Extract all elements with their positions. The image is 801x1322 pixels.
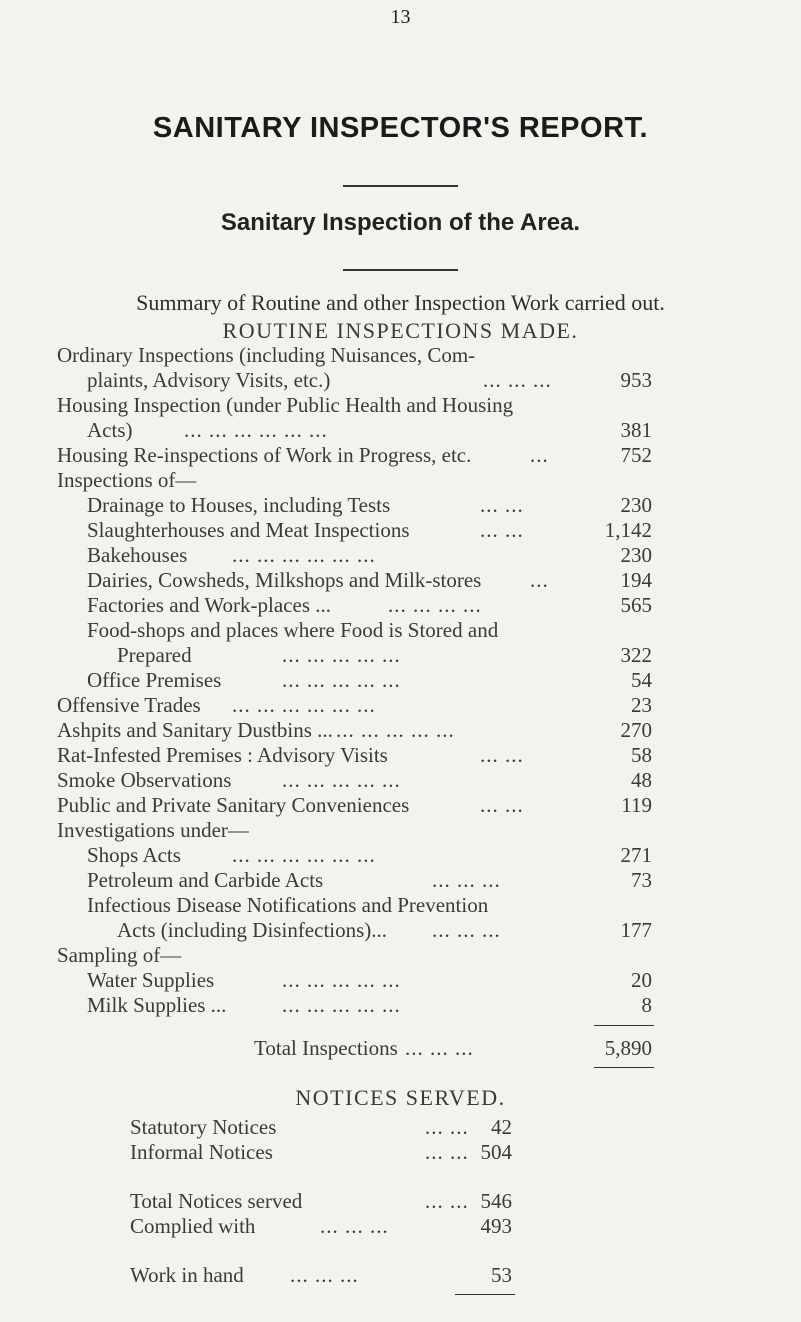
rat-infested-value: 58 <box>631 743 652 767</box>
ashpits-value: 270 <box>620 718 652 742</box>
housing-line-1: Housing Inspection (under Public Health and Housing <box>57 393 514 417</box>
bakehouses-value: 230 <box>620 543 652 567</box>
housing-line-2: Acts) <box>87 418 133 442</box>
notices-heading: NOTICES SERVED. <box>295 1085 506 1110</box>
shops-acts-line: Shops Acts <box>87 843 181 867</box>
petroleum-leader: ... ... ... <box>432 868 501 892</box>
total-inspections-label: Total Inspections <box>254 1036 398 1060</box>
food-shops-line-1: Food-shops and places where Food is Stored and <box>87 618 499 642</box>
reinspections-line: Housing Re-inspections of Work in Progress, etc. <box>57 443 472 467</box>
public-conveniences-line: Public and Private Sanitary Conveniences <box>57 793 410 817</box>
ordinary-line-1: Ordinary Inspections (including Nuisances, Com- <box>57 343 476 367</box>
complied-value: 493 <box>480 1214 512 1238</box>
housing-value: 381 <box>620 418 652 442</box>
statutory-notices-value: 42 <box>491 1115 512 1139</box>
food-shops-leader: ... ... ... ... ... <box>282 643 401 667</box>
reinspections-value: 752 <box>620 443 652 467</box>
infectious-line-1: Infectious Disease Notifications and Prevention <box>87 893 489 917</box>
investigations-label: Investigations under— <box>57 818 249 842</box>
total-notices-value: 546 <box>480 1189 512 1213</box>
informal-notices-leader: ... ... <box>425 1140 469 1164</box>
ordinary-leader: ... ... ... <box>483 368 552 392</box>
offensive-trades-leader: ... ... ... ... ... ... <box>232 693 376 717</box>
slaughterhouses-value: 1,142 <box>604 518 652 542</box>
statutory-notices-label: Statutory Notices <box>130 1115 277 1139</box>
ashpits-leader: ... ... ... ... ... <box>336 718 455 742</box>
informal-notices-label: Informal Notices <box>130 1140 273 1164</box>
water-supplies-leader: ... ... ... ... ... <box>282 968 401 992</box>
offensive-trades-line: Offensive Trades <box>57 693 201 717</box>
water-supplies-value: 20 <box>631 968 652 992</box>
title-rule <box>343 185 458 187</box>
complied-leader: ... ... ... <box>320 1214 389 1238</box>
factories-value: 565 <box>620 593 652 617</box>
office-premises-line: Office Premises <box>87 668 222 692</box>
food-shops-line-2: Prepared <box>117 643 192 667</box>
petroleum-line: Petroleum and Carbide Acts <box>87 868 324 892</box>
infectious-value: 177 <box>620 918 652 942</box>
slaughterhouses-line: Slaughterhouses and Meat Inspections <box>87 518 410 542</box>
office-premises-leader: ... ... ... ... ... <box>282 668 401 692</box>
inspections-of-label: Inspections of— <box>57 468 197 492</box>
drainage-leader: ... ... <box>480 493 524 517</box>
total-notices-leader: ... ... <box>425 1189 469 1213</box>
smoke-observations-leader: ... ... ... ... ... <box>282 768 401 792</box>
food-shops-value: 322 <box>620 643 652 667</box>
work-in-hand-value: 53 <box>491 1263 512 1287</box>
factories-leader: ... ... ... ... <box>388 593 482 617</box>
housing-leader: ... ... ... ... ... ... <box>184 418 328 442</box>
section-subtitle: Sanitary Inspection of the Area. <box>220 209 581 236</box>
work-in-hand-label: Work in hand <box>130 1263 244 1287</box>
summary-heading: Summary of Routine and other Inspection Work carried out. <box>136 290 665 315</box>
milk-supplies-leader: ... ... ... ... ... <box>282 993 401 1017</box>
page-number: 13 <box>390 6 411 28</box>
milk-supplies-line: Milk Supplies ... <box>87 993 227 1017</box>
public-conveniences-value: 119 <box>621 793 652 817</box>
rat-infested-line: Rat-Infested Premises : Advisory Visits <box>57 743 388 767</box>
routine-heading: ROUTINE INSPECTIONS MADE. <box>222 318 579 343</box>
slaughterhouses-leader: ... ... <box>480 518 524 542</box>
water-supplies-line: Water Supplies <box>87 968 215 992</box>
total-rule-bottom <box>594 1067 654 1068</box>
dairies-value: 194 <box>620 568 652 592</box>
petroleum-value: 73 <box>631 868 652 892</box>
ordinary-line-2: plaints, Advisory Visits, etc.) <box>87 368 331 392</box>
drainage-value: 230 <box>620 493 652 517</box>
total-inspections-leader: ... ... ... <box>405 1036 474 1060</box>
total-rule-top <box>594 1025 654 1026</box>
shops-acts-leader: ... ... ... ... ... ... <box>232 843 376 867</box>
complied-label: Complied with <box>130 1214 256 1238</box>
total-inspections-value: 5,890 <box>604 1036 652 1060</box>
statutory-notices-leader: ... ... <box>425 1115 469 1139</box>
bakehouses-line: Bakehouses <box>87 543 188 567</box>
offensive-trades-value: 23 <box>631 693 652 717</box>
public-conveniences-leader: ... ... <box>480 793 524 817</box>
infectious-leader: ... ... ... <box>432 918 501 942</box>
subtitle-rule <box>343 269 458 271</box>
sampling-label: Sampling of— <box>57 943 182 967</box>
drainage-line: Drainage to Houses, including Tests <box>87 493 391 517</box>
ordinary-value: 953 <box>620 368 652 392</box>
informal-notices-value: 504 <box>480 1140 512 1164</box>
office-premises-value: 54 <box>631 668 652 692</box>
work-in-hand-leader: ... ... ... <box>290 1263 359 1287</box>
rat-infested-leader: ... ... <box>480 743 524 767</box>
factories-line: Factories and Work-places ... <box>87 593 332 617</box>
dairies-leader: ... <box>530 568 549 592</box>
total-notices-label: Total Notices served <box>130 1189 303 1213</box>
infectious-line-2: Acts (including Disinfections)... <box>117 918 388 942</box>
report-title: SANITARY INSPECTOR'S REPORT. <box>152 112 649 144</box>
work-rule <box>455 1294 515 1295</box>
shops-acts-value: 271 <box>620 843 652 867</box>
dairies-line: Dairies, Cowsheds, Milkshops and Milk-stores <box>87 568 482 592</box>
smoke-observations-value: 48 <box>631 768 652 792</box>
milk-supplies-value: 8 <box>641 993 652 1017</box>
reinspections-leader: ... <box>530 443 549 467</box>
bakehouses-leader: ... ... ... ... ... ... <box>232 543 376 567</box>
smoke-observations-line: Smoke Observations <box>57 768 232 792</box>
ashpits-line: Ashpits and Sanitary Dustbins ... <box>57 718 333 742</box>
